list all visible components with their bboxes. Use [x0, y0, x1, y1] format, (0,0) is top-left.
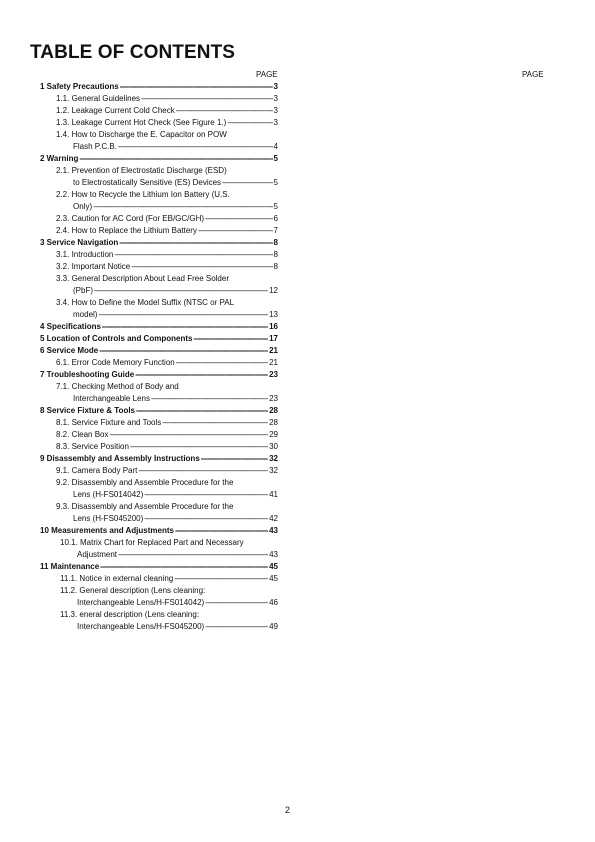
toc-entry-label-first-line: 11.3. eneral description (Lens cleaning: — [60, 610, 200, 619]
toc-entry-page: 3 — [273, 106, 278, 115]
toc-entry-page: 23 — [269, 394, 278, 403]
dot-leader — [144, 513, 268, 525]
toc-entry-label: Lens (H-FS014042) — [73, 490, 144, 499]
dot-leader — [222, 177, 272, 189]
toc-entry-label: 5 Location of Controls and Components — [40, 334, 193, 343]
toc-section-entry[interactable] — [40, 165, 278, 189]
toc-section-entry[interactable] — [40, 93, 278, 105]
toc-entry-label-first-line: 7.1. Checking Method of Body and — [56, 382, 179, 391]
toc-entry-page: 45 — [269, 574, 278, 583]
toc-entry-page: 23 — [269, 370, 278, 379]
toc-entry-label: 11 Maintenance — [40, 562, 100, 571]
page-number: 2 — [285, 805, 291, 815]
dot-leader — [130, 441, 268, 453]
toc-entry-label: 1.1. General Guidelines — [56, 94, 141, 103]
toc-entry-label: 8.3. Service Position — [56, 442, 129, 451]
toc-entry-page: 16 — [269, 322, 278, 331]
toc-entry-page: 49 — [269, 622, 278, 631]
toc-entry-label: 11.1. Notice in external cleaning — [60, 574, 174, 583]
toc-entry-page: 5 — [273, 202, 278, 211]
toc-entry-label: 9 Disassembly and Assembly Instructions — [40, 454, 200, 463]
toc-entry-label: 3.2. Important Notice — [56, 262, 131, 271]
toc-entry-page: 29 — [269, 430, 278, 439]
dot-leader — [201, 453, 268, 465]
dot-leader — [118, 549, 268, 561]
toc-entry-label: 7 Troubleshooting Guide — [40, 370, 135, 379]
page-column-header-left: PAGE — [256, 70, 278, 79]
toc-section-entry[interactable] — [40, 585, 278, 609]
toc-entry-label: Interchangeable Lens/H-FS014042) — [77, 598, 205, 607]
dot-leader — [93, 201, 272, 213]
toc-entry-label: 3.1. Introduction — [56, 250, 114, 259]
toc-chapter-entry[interactable] — [40, 153, 278, 165]
toc-entry-page: 7 — [273, 226, 278, 235]
toc-chapter-entry[interactable] — [40, 321, 278, 333]
dot-leader — [136, 405, 268, 417]
toc-entry-page: 17 — [269, 334, 278, 343]
toc-chapter-entry[interactable] — [40, 453, 278, 465]
toc-section-entry[interactable] — [40, 477, 278, 501]
toc-entry-page: 3 — [273, 94, 278, 103]
toc-entry-label-first-line: 9.3. Disassembly and Assemble Procedure for the — [56, 502, 234, 511]
toc-entry-label: 6 Service Mode — [40, 346, 99, 355]
toc-entry-label: 1.2. Leakage Current Cold Check — [56, 106, 175, 115]
toc-entry-label-first-line: 1.4. How to Discharge the E. Capacitor on POW — [56, 130, 227, 139]
toc-section-entry[interactable] — [40, 129, 278, 153]
toc-section-entry[interactable] — [40, 261, 278, 273]
dot-leader — [131, 261, 272, 273]
toc-entry-page: 3 — [273, 82, 278, 91]
page-column-header-right: PAGE — [522, 70, 544, 79]
toc-entry-page: 28 — [269, 406, 278, 415]
dot-leader — [138, 465, 268, 477]
toc-entry-label: 1.3. Leakage Current Hot Check (See Figure 1.) — [56, 118, 227, 127]
toc-entry-page: 8 — [273, 250, 278, 259]
toc-entry-page: 13 — [269, 310, 278, 319]
toc-entry-label: 2 Warning — [40, 154, 79, 163]
dot-leader — [144, 489, 268, 501]
toc-entry-label: 10 Measurements and Adjustments — [40, 526, 174, 535]
toc-section-entry[interactable] — [40, 105, 278, 117]
toc-entry-page: 4 — [273, 142, 278, 151]
dot-leader — [227, 117, 272, 129]
toc-entry-label-first-line: 2.1. Prevention of Electrostatic Discharge (ESD) — [56, 166, 227, 175]
dot-leader — [135, 369, 268, 381]
toc-entry-page: 6 — [273, 214, 278, 223]
toc-section-entry[interactable] — [40, 429, 278, 441]
toc-section-entry[interactable] — [40, 609, 278, 633]
toc-entry-label-first-line: 10.1. Matrix Chart for Replaced Part and Necessary — [60, 538, 244, 547]
toc-entry-page: 32 — [269, 466, 278, 475]
dot-leader — [94, 285, 268, 297]
toc-entry-label: 8 Service Fixture & Tools — [40, 406, 135, 415]
toc-entry-page: 12 — [269, 286, 278, 295]
toc-section-entry[interactable] — [40, 273, 278, 297]
toc-entry-page: 8 — [273, 262, 278, 271]
toc-section-entry[interactable] — [40, 465, 278, 477]
toc-entry-page: 41 — [269, 490, 278, 499]
dot-leader — [79, 153, 272, 165]
dot-leader — [98, 309, 268, 321]
dot-leader — [205, 597, 268, 609]
dot-leader — [151, 393, 268, 405]
toc-entry-page: 5 — [273, 178, 278, 187]
dot-leader — [176, 357, 268, 369]
dot-leader — [175, 525, 268, 537]
dot-leader — [193, 333, 268, 345]
dot-leader — [198, 225, 273, 237]
toc-chapter-entry[interactable] — [40, 405, 278, 417]
toc-section-entry[interactable] — [40, 501, 278, 525]
toc-chapter-entry[interactable] — [40, 369, 278, 381]
toc-entry-page: 42 — [269, 514, 278, 523]
toc-entry-page: 46 — [269, 598, 278, 607]
toc-section-entry[interactable] — [40, 357, 278, 369]
toc-chapter-entry[interactable] — [40, 345, 278, 357]
dot-leader — [102, 321, 268, 333]
dot-leader — [114, 249, 272, 261]
toc-entry-label: Interchangeable Lens — [73, 394, 150, 403]
toc-section-entry[interactable] — [40, 537, 278, 561]
dot-leader — [205, 621, 268, 633]
toc-entry-page: 3 — [273, 118, 278, 127]
toc-entry-page: 21 — [269, 346, 278, 355]
dot-leader — [109, 429, 268, 441]
toc-entry-label-first-line: 2.2. How to Recycle the Lithium Ion Battery (U.S. — [56, 190, 230, 199]
dot-leader — [100, 561, 268, 573]
dot-leader — [176, 105, 273, 117]
toc-entry-label: 3 Service Navigation — [40, 238, 119, 247]
toc-entry-page: 32 — [269, 454, 278, 463]
toc-section-entry[interactable] — [40, 441, 278, 453]
toc-section-entry[interactable] — [40, 225, 278, 237]
toc-section-entry[interactable] — [40, 249, 278, 261]
toc-entry-label: Adjustment — [77, 550, 118, 559]
toc-section-entry[interactable] — [40, 381, 278, 405]
dot-leader — [120, 81, 273, 93]
toc-entry-page: 21 — [269, 358, 278, 367]
toc-entry-page: 43 — [269, 526, 278, 535]
toc-entry-label: 8.1. Service Fixture and Tools — [56, 418, 162, 427]
toc-section-entry[interactable] — [40, 213, 278, 225]
table-of-contents — [40, 81, 278, 633]
toc-entry-label-first-line: 11.2. General description (Lens cleaning: — [60, 586, 206, 595]
toc-entry-label: to Electrostatically Sensitive (ES) Devices — [73, 178, 222, 187]
toc-section-entry[interactable] — [40, 417, 278, 429]
dot-leader — [141, 93, 272, 105]
toc-entry-page: 45 — [269, 562, 278, 571]
toc-entry-label: Flash P.C.B. — [73, 142, 117, 151]
toc-entry-page: 30 — [269, 442, 278, 451]
toc-entry-page: 8 — [273, 238, 278, 247]
toc-entry-page: 28 — [269, 418, 278, 427]
toc-section-entry[interactable] — [40, 573, 278, 585]
toc-entry-label: 2.3. Caution for AC Cord (For EB/GC/GH) — [56, 214, 205, 223]
toc-entry-label: model) — [73, 310, 98, 319]
toc-entry-label: Interchangeable Lens/H-FS045200) — [77, 622, 205, 631]
toc-entry-label: 9.1. Camera Body Part — [56, 466, 138, 475]
toc-entry-label-first-line: 3.3. General Description About Lead Free Solder — [56, 274, 229, 283]
toc-entry-page: 5 — [273, 154, 278, 163]
toc-entry-page: 43 — [269, 550, 278, 559]
toc-entry-label: Lens (H-FS045200) — [73, 514, 144, 523]
toc-entry-label: (PbF) — [73, 286, 93, 295]
toc-entry-label: 8.2. Clean Box — [56, 430, 109, 439]
toc-chapter-entry[interactable] — [40, 561, 278, 573]
toc-entry-label-first-line: 9.2. Disassembly and Assemble Procedure for the — [56, 478, 234, 487]
dot-leader — [174, 573, 268, 585]
dot-leader — [162, 417, 268, 429]
toc-entry-label-first-line: 3.4. How to Define the Model Suffix (NTSC or PAL — [56, 298, 235, 307]
toc-entry-label: 6.1. Error Code Memory Function — [56, 358, 175, 367]
toc-chapter-entry[interactable] — [40, 237, 278, 249]
document-title: TABLE OF CONTENTS — [30, 42, 236, 63]
toc-chapter-entry[interactable] — [40, 81, 278, 93]
dot-leader — [118, 141, 273, 153]
toc-entry-label: Only) — [73, 202, 93, 211]
toc-entry-label: 2.4. How to Replace the Lithium Battery — [56, 226, 197, 235]
dot-leader — [205, 213, 273, 225]
toc-entry-label: 1 Safety Precautions — [40, 82, 119, 91]
dot-leader — [99, 345, 268, 357]
toc-section-entry[interactable] — [40, 117, 278, 129]
toc-entry-label: 4 Specifications — [40, 322, 101, 331]
toc-chapter-entry[interactable] — [40, 333, 278, 345]
toc-section-entry[interactable] — [40, 189, 278, 213]
dot-leader — [119, 237, 272, 249]
toc-chapter-entry[interactable] — [40, 525, 278, 537]
toc-section-entry[interactable] — [40, 297, 278, 321]
